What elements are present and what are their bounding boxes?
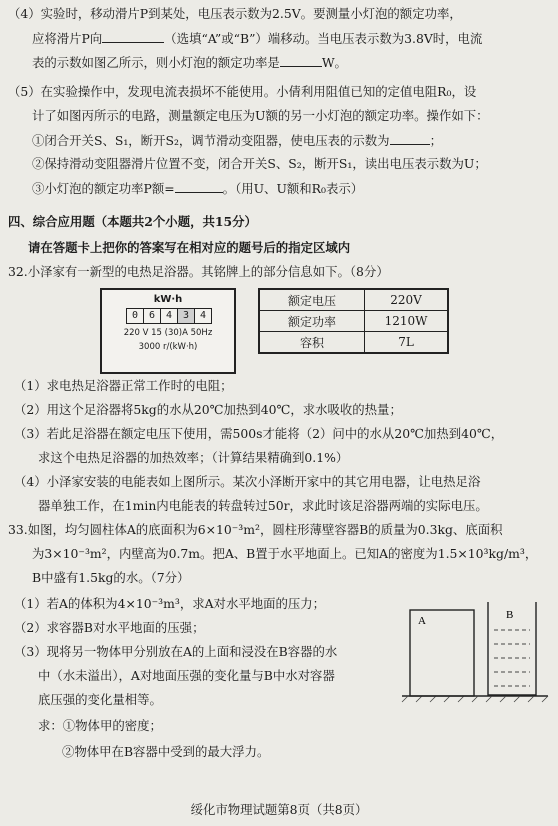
q4-line3-start: 表的示数如图乙所示，则小灯泡的额定功率是 xyxy=(32,55,280,70)
nameplate-value: 1210W xyxy=(365,311,449,332)
q32-part3-line2: 求这个电热足浴器的加热效率；（计算结果精确到0.1%） xyxy=(38,450,349,465)
ground-line xyxy=(402,696,548,702)
q5-step1-end: ； xyxy=(429,133,442,148)
cylinder-container-figure xyxy=(400,600,550,704)
answer-blank[interactable] xyxy=(280,54,322,67)
cylinder-a-label: A xyxy=(418,615,426,627)
q33-stem-line1: 33.如图，均匀圆柱体A的底面积为6×10⁻³m²，圆柱形薄壁容器B的质量为0.3kg、底面积 xyxy=(8,522,503,537)
q32-part2: （2）用这个足浴器将5kg的水从20℃加热到40℃，求水吸收的热量； xyxy=(14,402,402,417)
q4-line3-end: W。 xyxy=(321,55,347,70)
q33-part1: （1）若A的体积为4×10⁻³m³，求A对水平地面的压力； xyxy=(14,596,326,611)
meter-digits xyxy=(126,308,211,324)
nameplate-table xyxy=(258,288,449,354)
container-b-label: B xyxy=(506,609,514,621)
q33-ask1: 求：①物体甲的密度； xyxy=(38,718,162,733)
q5-line2: 计了如图丙所示的电路，测量额定电压为U额的另一小灯泡的额定功率。操作如下： xyxy=(32,108,489,123)
q33-part3-line1: （3）现将另一物体甲分别放在A的上面和浸没在B容器的水 xyxy=(14,644,338,659)
meter-spec-revolutions: 3000 r/(kW·h) xyxy=(138,342,198,352)
nameplate-value: 7L xyxy=(365,332,449,354)
meter-unit: kW·h xyxy=(153,294,183,305)
q33-part2: （2）求容器B对水平地面的压强； xyxy=(14,620,205,635)
table-row xyxy=(259,311,448,332)
q32-part4-line1: （4）小泽家安装的电能表如上图所示。某次小泽断开家中的其它用电器，让电热足浴 xyxy=(14,474,481,489)
q32-part1: （1）求电热足浴器正常工作时的电阻； xyxy=(14,378,233,393)
q5-step3-end: 。（用U、U额和R₀表示） xyxy=(222,181,364,196)
q5-step1-text: ①闭合开关S、S₁，断开S₂，调节滑动变阻器，使电压表的示数为 xyxy=(32,133,390,148)
meter-digit: 3 xyxy=(177,308,195,324)
answer-blank[interactable] xyxy=(390,132,430,145)
meter-digit: 0 xyxy=(126,308,144,324)
nameplate-key: 容积 xyxy=(259,332,365,354)
meter-spec-rating: 220 V 15 (30)A 50Hz xyxy=(123,328,213,338)
water-surface xyxy=(494,630,530,686)
q33-stem-line3: B中盛有1.5kg的水。（7分） xyxy=(32,570,190,585)
meter-digit: 4 xyxy=(160,308,178,324)
q33-part3-line3: 底压强的变化量相等。 xyxy=(38,692,162,707)
q5-step2: ②保持滑动变阻器滑片位置不变，闭合开关S、S₂，断开S₁，读出电压表示数为U； xyxy=(32,156,487,171)
q4-line2-end: （选填“A”或“B”）端移动。当电压表示数为3.8V时，电流 xyxy=(164,31,483,46)
q32-part4-line2: 器单独工作，在1min内电能表的转盘转过50r，求此时该足浴器两端的实际电压。 xyxy=(38,498,488,513)
energy-meter xyxy=(100,288,236,374)
table-row xyxy=(259,332,448,354)
page-footer: 绥化市物理试题第8页（共8页） xyxy=(190,802,368,817)
nameplate-key: 额定电压 xyxy=(259,289,365,311)
q4-line3 xyxy=(32,54,347,71)
q32-part3-line1: （3）若此足浴器在额定电压下使用，需500s才能将（2）问中的水从20℃加热到40℃， xyxy=(14,426,504,441)
q5-step3 xyxy=(32,180,363,197)
q5-line1: （5）在实验操作中，发现电流表损坏不能使用。小倩利用阻值已知的定值电阻R₀，设 xyxy=(8,84,477,99)
meter-digit: 6 xyxy=(143,308,161,324)
answer-blank[interactable] xyxy=(175,180,223,193)
table-row xyxy=(259,289,448,311)
q4-line2-start: 应将滑片P向 xyxy=(32,31,103,46)
q33-stem-line2: 为3×10⁻³m²，内壁高为0.7m。把A、B置于水平地面上。已知A的密度为1.5×10³kg/m³， xyxy=(32,546,538,561)
q32-stem: 32.小泽家有一新型的电热足浴器。其铭牌上的部分信息如下。（8分） xyxy=(8,264,389,279)
q4-line2 xyxy=(32,30,482,47)
q4-line1: （4）实验时，移动滑片P到某处，电压表示数为2.5V。要测量小灯泡的额定功率， xyxy=(8,6,462,21)
q5-step1 xyxy=(32,132,442,149)
q5-step3-text: ③小灯泡的额定功率P额= xyxy=(32,181,175,196)
section-title: 四、综合应用题（本题共2个小题，共15分） xyxy=(8,214,257,229)
section-instruction: 请在答题卡上把你的答案写在相对应的题号后的指定区域内 xyxy=(28,240,351,255)
q33-part3-line2: 中（水未溢出），A对地面压强的变化量与B中水对容器 xyxy=(38,668,335,683)
nameplate-value: 220V xyxy=(365,289,449,311)
q33-ask2: ②物体甲在B容器中受到的最大浮力。 xyxy=(62,744,270,759)
answer-blank[interactable] xyxy=(102,30,164,43)
nameplate-key: 额定功率 xyxy=(259,311,365,332)
meter-digit: 4 xyxy=(194,308,212,324)
